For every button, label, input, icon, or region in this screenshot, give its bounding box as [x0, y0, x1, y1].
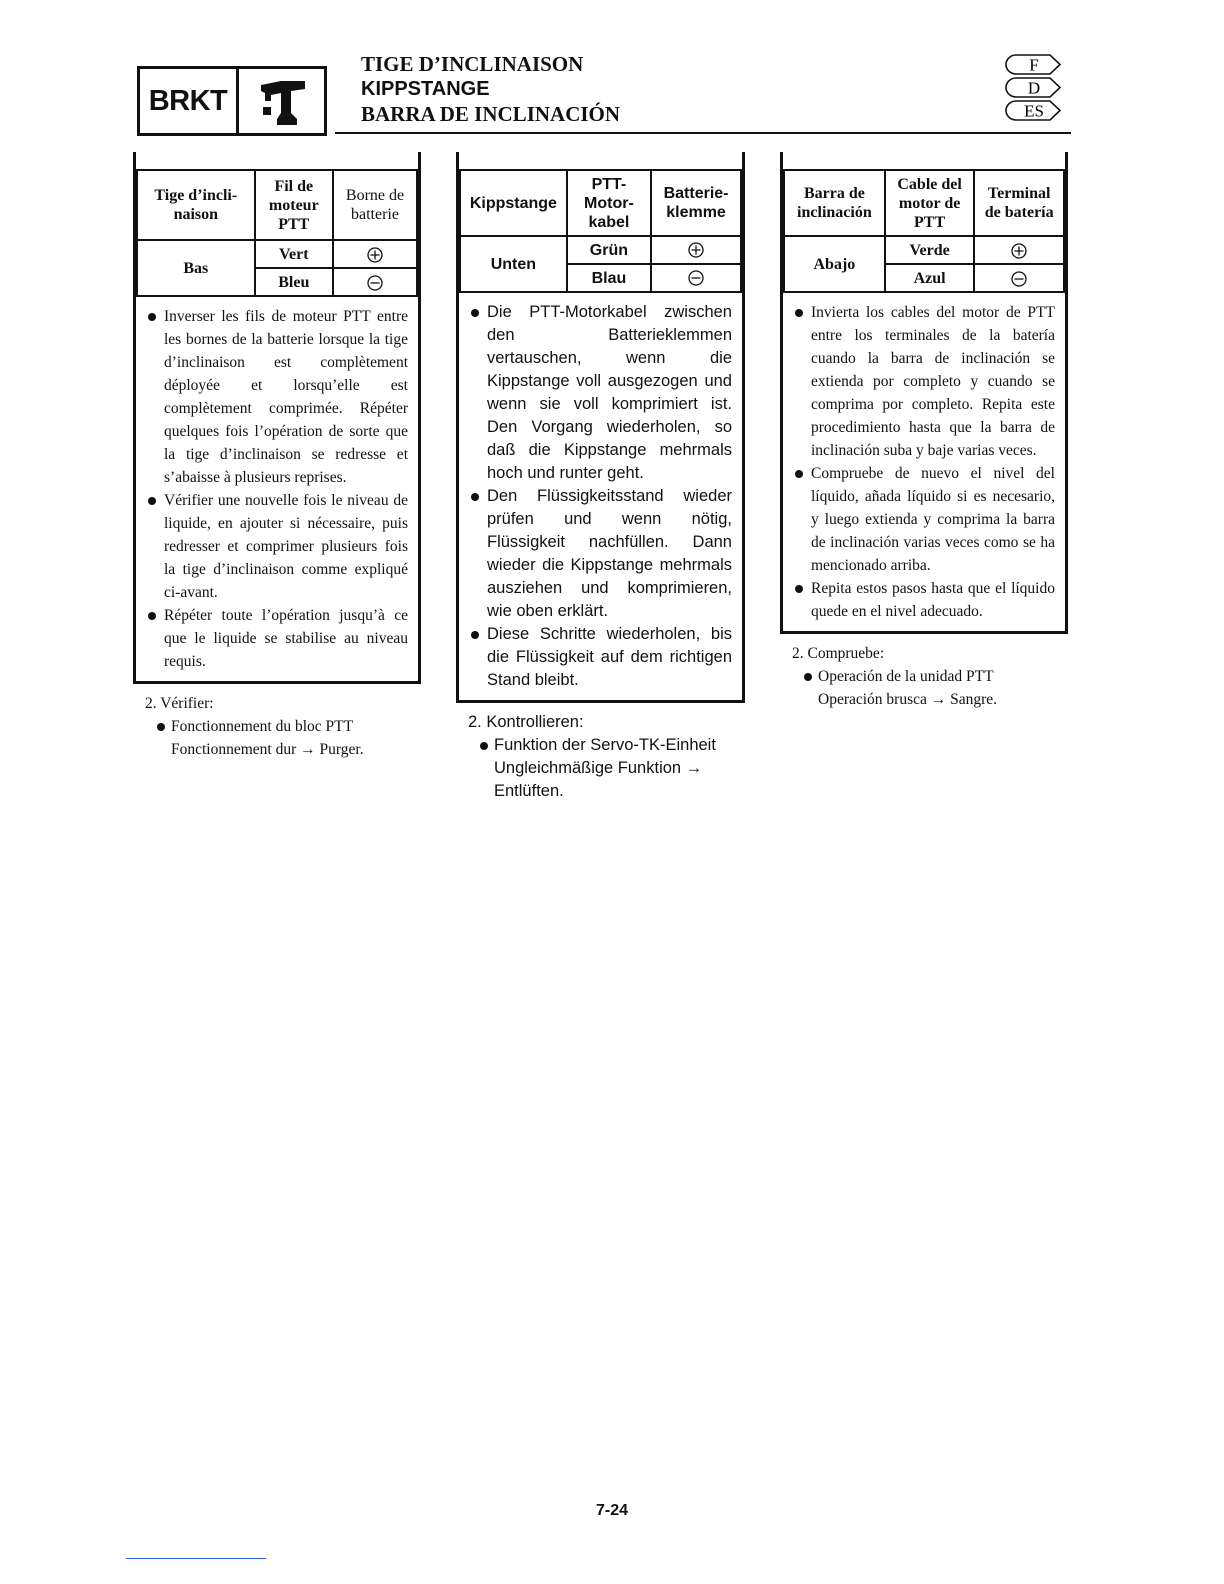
lang-tag-de [1004, 76, 1062, 99]
procedure-box-fr [133, 152, 421, 684]
plus-symbol-icon [333, 240, 417, 268]
lang-tag-es [1004, 99, 1062, 122]
table-wire-2: Azul [885, 264, 975, 292]
lang-tag-de-text: D [1027, 78, 1041, 98]
title-es: BARRA DE INCLINACIÓN [361, 102, 621, 126]
table-wire-1: Verde [885, 236, 975, 264]
list-item: Die PTT-Motorkabel zwischen den Batterieklemmen vertauschen, wenn die Kippstange voll ausgezogen und wenn sie voll komprimiert ist. Den Vorgang wiederholen, so daß die Kippstange mehrmals hoch und runter geht. [469, 301, 732, 485]
procedure-box-es [780, 152, 1068, 634]
wiring-table-de [459, 169, 742, 293]
check-step-title: 2. Vérifier: [145, 695, 214, 712]
column-es [780, 152, 1068, 711]
check-result: Operación brusca → Sangre. [818, 691, 998, 708]
list-item: Repita estos pasos hasta que el líquido quede en el nivel adecuado. [793, 577, 1055, 623]
table-header-terminal: Borne de batterie [333, 170, 417, 240]
list-item: Répéter toute l’opération jusqu’à ce que le liquide se stabilise au niveau requis. [146, 604, 408, 673]
table-header-rod: Barra de inclinación [784, 170, 885, 236]
list-item: Vérifier une nouvelle fois le niveau de liquide, en ajouter si nécessaire, puis redresser et comprimer plusieurs fois la tige d’inclinaison comme expliqué ci-avant. [146, 489, 408, 604]
title-block [361, 52, 620, 127]
title-fr: TIGE D’INCLINAISON [361, 52, 584, 76]
check-result: Fonctionnement dur → Purger. [171, 741, 364, 758]
minus-symbol-icon [333, 268, 417, 296]
table-row-label: Unten [460, 236, 567, 292]
table-header-wire: Cable del motor de PTT [885, 170, 975, 236]
instruction-list-es [783, 293, 1065, 631]
table-header-wire: PTT-Motor-kabel [567, 170, 651, 236]
instruction-list-de [459, 293, 742, 700]
check-item: Funktion der Servo-TK-Einheit [468, 734, 745, 757]
check-step-es [780, 642, 1068, 711]
table-header-terminal: Batterie-klemme [651, 170, 741, 236]
wiring-table-fr [136, 169, 418, 297]
table-row-label: Abajo [784, 236, 885, 292]
check-step-fr [133, 692, 421, 761]
check-step-de [456, 711, 745, 803]
footer-link-line [126, 1558, 266, 1559]
table-row-label: Bas [137, 240, 255, 296]
language-tags [1004, 53, 1068, 122]
check-result: Ungleichmäßige Funktion → Entlüften. [494, 759, 703, 800]
check-item: Fonctionnement du bloc PTT [145, 715, 421, 738]
check-step-title: 2. Compruebe: [792, 645, 885, 662]
check-step-title: 2. Kontrollieren: [468, 713, 584, 731]
section-code: BRKT [140, 69, 239, 133]
minus-symbol-icon [651, 264, 741, 292]
table-header-terminal: Terminal de batería [974, 170, 1064, 236]
title-de: KIPPSTANGE [361, 78, 490, 100]
list-item: Inverser les fils de moteur PTT entre les bornes de la batterie lorsque la tige d’inclinaison est complètement déployée et lorsqu’elle est complètement comprimée. Répéter quelques fois l’opération de sorte que la tige d’inclinaison se redresse et s’abaisse à plusieurs reprises. [146, 305, 408, 489]
column-de [456, 152, 745, 803]
list-item: Den Flüssigkeitsstand wieder prüfen und wenn nötig, Flüssigkeit nachfüllen. Dann wieder die Kippstange mehrmals ausziehen und komprimieren, wie oben erklärt. [469, 485, 732, 623]
list-item: Diese Schritte wiederholen, bis die Flüssigkeit auf dem richtigen Stand bleibt. [469, 623, 732, 692]
table-wire-2: Bleu [255, 268, 333, 296]
table-header-rod: Kippstange [460, 170, 567, 236]
table-wire-2: Blau [567, 264, 651, 292]
list-item: Invierta los cables del motor de PTT entre los terminales de la batería cuando la barra de inclinación se extienda por completo y cuando se comprima por completo. Repita este procedimiento hasta que la barra de inclinación suba y baje varias veces. [793, 301, 1055, 462]
lang-tag-fr [1004, 53, 1062, 76]
lang-tag-fr-text: F [1029, 55, 1039, 75]
instruction-list-fr [136, 297, 418, 681]
column-fr [133, 152, 421, 761]
table-header-rod: Tige d’incli-naison [137, 170, 255, 240]
title-rule [335, 132, 1071, 134]
plus-symbol-icon [974, 236, 1064, 264]
page-number: 7-24 [595, 1502, 629, 1519]
procedure-box-de [456, 152, 745, 703]
table-wire-1: Vert [255, 240, 333, 268]
section-badge [137, 66, 327, 136]
lang-tag-es-text: ES [1024, 101, 1044, 121]
minus-symbol-icon [974, 264, 1064, 292]
list-item: Compruebe de nuevo el nivel del líquido, añada líquido si es necesario, y luego extienda y comprima la barra de inclinación varias veces como se ha mencionado arriba. [793, 462, 1055, 577]
check-item: Operación de la unidad PTT [792, 665, 1068, 688]
table-wire-1: Grün [567, 236, 651, 264]
table-header-wire: Fil de moteur PTT [255, 170, 333, 240]
plus-symbol-icon [651, 236, 741, 264]
wiring-table-es [783, 169, 1065, 293]
outboard-bracket-icon [239, 69, 324, 133]
